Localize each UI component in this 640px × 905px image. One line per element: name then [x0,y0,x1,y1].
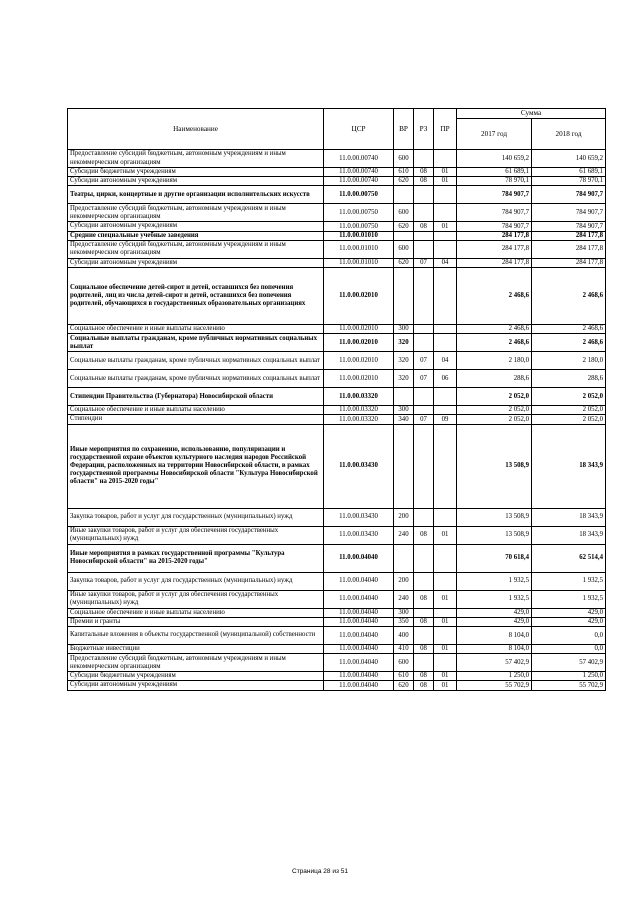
cell-csr: 11.0.00.00750 [324,204,394,222]
header-sum: Сумма [457,109,606,119]
cell-2018: 18 343,9 [532,508,606,526]
cell-pr [434,334,457,352]
cell-2018: 2 052,0 [532,406,606,415]
cell-vr: 600 [394,654,414,672]
cell-2018: 2 468,6 [532,334,606,352]
header-pr: ПР [434,109,457,150]
table-row [68,627,606,645]
cell-2018: 429,0 [532,608,606,617]
cell-name: Закупка товаров, работ и услуг для государственных (муниципальных) нужд [68,508,324,526]
cell-vr: 620 [394,177,414,186]
cell-pr: 01 [434,222,457,231]
cell-csr: 11.0.00.01010 [324,231,394,240]
cell-rz: 08 [414,681,434,690]
table-row [68,617,606,626]
cell-name: Социальные выплаты гражданам, кроме публичных нормативных социальных выплат [68,334,324,352]
cell-pr [434,572,457,590]
cell-2017: 1 250,0 [457,672,532,681]
cell-csr: 11.0.00.04040 [324,590,394,608]
cell-name: Театры, цирки, концертные и другие организации исполнительских искусств [68,186,324,204]
budget-table [67,108,606,691]
cell-rz: 08 [414,590,434,608]
table-row [68,508,606,526]
cell-pr [434,406,457,415]
cell-name: Стипендии [68,415,324,424]
cell-2017: 2 468,6 [457,268,532,325]
cell-csr: 11.0.00.00750 [324,222,394,231]
cell-vr: 200 [394,508,414,526]
cell-2018: 0,0 [532,627,606,645]
cell-rz [414,608,434,617]
header-vr: ВР [394,109,414,150]
cell-vr: 350 [394,617,414,626]
cell-vr [394,544,414,572]
cell-csr: 11.0.00.04040 [324,627,394,645]
table-row [68,645,606,654]
cell-csr: 11.0.00.04040 [324,544,394,572]
cell-rz [414,544,434,572]
table-row [68,590,606,608]
cell-pr: 01 [434,168,457,177]
cell-name: Иные мероприятия по сохранению, использованию, популяризации и государственной охране объектов культурного наследия народов Российской Федерации, расположенных на территории Новосибирской области, в рамках государственной программы Новосибирской области "Культура Новосибирской области" на 2015-2020 годы" [68,424,324,508]
table-row [68,544,606,572]
cell-2017: 2 180,0 [457,352,532,370]
table-row [68,168,606,177]
cell-csr: 11.0.00.01010 [324,240,394,258]
cell-rz: 08 [414,645,434,654]
table-row [68,526,606,544]
cell-2018: 2 052,0 [532,388,606,406]
cell-vr: 620 [394,222,414,231]
cell-2018: 18 343,9 [532,424,606,508]
cell-csr: 11.0.00.00740 [324,150,394,168]
cell-pr [434,231,457,240]
cell-2017: 70 618,4 [457,544,532,572]
cell-vr: 620 [394,258,414,267]
cell-csr: 11.0.00.04040 [324,617,394,626]
cell-2018: 2 468,6 [532,325,606,334]
table-row [68,334,606,352]
cell-rz [414,388,434,406]
cell-name: Премии и гранты [68,617,324,626]
cell-vr [394,424,414,508]
table-row [68,268,606,325]
cell-2018: 784 907,7 [532,222,606,231]
cell-2018: 284 177,8 [532,240,606,258]
table-row [68,370,606,388]
cell-rz [414,424,434,508]
cell-vr: 620 [394,681,414,690]
table-row [68,204,606,222]
cell-vr: 600 [394,204,414,222]
cell-2017: 140 659,2 [457,150,532,168]
header-2017: 2017 год [457,119,532,150]
cell-name: Социальное обеспечение и иные выплаты населению [68,406,324,415]
cell-pr: 04 [434,352,457,370]
cell-csr: 11.0.00.04040 [324,608,394,617]
cell-2017: 284 177,8 [457,240,532,258]
cell-vr: 410 [394,645,414,654]
cell-2017: 13 508,9 [457,424,532,508]
cell-rz [414,654,434,672]
cell-2017: 13 508,9 [457,526,532,544]
cell-name: Предоставление субсидий бюджетным, автономным учреждениям и иным некоммерческим организациям [68,654,324,672]
cell-pr [434,627,457,645]
cell-name: Бюджетные инвестиции [68,645,324,654]
cell-pr: 01 [434,617,457,626]
cell-rz [414,268,434,325]
cell-vr [394,268,414,325]
cell-pr [434,654,457,672]
cell-vr: 320 [394,334,414,352]
cell-vr: 400 [394,627,414,645]
cell-rz [414,508,434,526]
cell-vr: 320 [394,370,414,388]
cell-csr: 11.0.00.01010 [324,258,394,267]
cell-2018: 2 052,0 [532,415,606,424]
cell-vr: 600 [394,240,414,258]
cell-csr: 11.0.00.00740 [324,177,394,186]
cell-name: Социальные выплаты гражданам, кроме публичных нормативных социальных выплат [68,370,324,388]
cell-vr: 600 [394,150,414,168]
cell-2017: 429,0 [457,608,532,617]
cell-csr: 11.0.00.04040 [324,645,394,654]
cell-2018: 55 702,9 [532,681,606,690]
cell-name: Субсидии автономным учреждениям [68,222,324,231]
cell-rz: 07 [414,352,434,370]
table-row [68,325,606,334]
cell-vr: 340 [394,415,414,424]
cell-2018: 61 689,1 [532,168,606,177]
table-row [68,231,606,240]
cell-pr [434,204,457,222]
cell-vr [394,231,414,240]
cell-pr [434,508,457,526]
cell-2017: 2 052,0 [457,415,532,424]
cell-pr: 06 [434,370,457,388]
cell-rz: 07 [414,415,434,424]
cell-csr: 11.0.00.00740 [324,168,394,177]
header-2018: 2018 год [532,119,606,150]
cell-2018: 284 177,8 [532,231,606,240]
cell-rz: 08 [414,222,434,231]
cell-pr [434,325,457,334]
cell-csr: 11.0.00.04040 [324,672,394,681]
cell-pr [434,150,457,168]
cell-rz [414,572,434,590]
cell-pr: 01 [434,672,457,681]
cell-csr: 11.0.00.03320 [324,406,394,415]
table-row [68,222,606,231]
cell-vr: 300 [394,608,414,617]
cell-name: Иные закупки товаров, работ и услуг для обеспечения государственных (муниципальных) нужд [68,526,324,544]
cell-csr: 11.0.00.03430 [324,508,394,526]
table-row [68,672,606,681]
cell-2018: 1 250,0 [532,672,606,681]
cell-vr: 610 [394,672,414,681]
cell-2018: 1 932,5 [532,572,606,590]
cell-rz [414,150,434,168]
table-row [68,424,606,508]
cell-csr: 11.0.00.03430 [324,526,394,544]
cell-2017: 784 907,7 [457,222,532,231]
cell-2018: 429,0 [532,617,606,626]
cell-2018: 2 180,0 [532,352,606,370]
cell-csr: 11.0.00.03430 [324,424,394,508]
cell-rz [414,627,434,645]
cell-2017: 13 508,9 [457,508,532,526]
cell-name: Иные мероприятия в рамках государственной программы "Культура Новосибирской области" на 2015-2020 годы" [68,544,324,572]
cell-rz: 08 [414,526,434,544]
cell-pr: 04 [434,258,457,267]
header-csr: ЦСР [324,109,394,150]
cell-vr: 240 [394,526,414,544]
cell-rz: 07 [414,370,434,388]
cell-vr: 300 [394,406,414,415]
cell-name: Закупка товаров, работ и услуг для государственных (муниципальных) нужд [68,572,324,590]
table-row [68,572,606,590]
cell-name: Предоставление субсидий бюджетным, автономным учреждениям и иным некоммерческим организациям [68,204,324,222]
page-footer: Страница 28 из 51 [292,868,348,875]
cell-2018: 57 402,9 [532,654,606,672]
cell-csr: 11.0.00.02010 [324,352,394,370]
table-row [68,150,606,168]
cell-pr: 01 [434,526,457,544]
cell-2017: 8 104,0 [457,645,532,654]
cell-name: Предоставление субсидий бюджетным, автономным учреждениям и иным некоммерческим организациям [68,150,324,168]
cell-2017: 78 970,1 [457,177,532,186]
cell-pr [434,544,457,572]
cell-pr [434,186,457,204]
cell-pr: 01 [434,177,457,186]
cell-2018: 284 177,8 [532,258,606,267]
cell-2018: 62 514,4 [532,544,606,572]
cell-pr: 01 [434,645,457,654]
cell-rz [414,231,434,240]
cell-name: Субсидии автономным учреждениям [68,258,324,267]
table-row [68,177,606,186]
cell-rz [414,325,434,334]
cell-csr: 11.0.00.02010 [324,268,394,325]
cell-2018: 784 907,7 [532,186,606,204]
table-row [68,415,606,424]
cell-name: Средние специальные учебные заведения [68,231,324,240]
table-row [68,388,606,406]
cell-rz [414,186,434,204]
cell-2017: 2 052,0 [457,406,532,415]
cell-2017: 8 104,0 [457,627,532,645]
cell-name: Социальное обеспечение детей-сирот и детей, оставшихся без попечения родителей, лиц из числа детей-сирот и детей, оставшихся без попечения родителей, обучающихся в государственных образовательных организациях [68,268,324,325]
cell-rz: 08 [414,168,434,177]
table-row [68,654,606,672]
table-body [68,150,606,691]
cell-name: Социальное обеспечение и иные выплаты населению [68,325,324,334]
cell-2017: 2 468,6 [457,334,532,352]
table-row [68,406,606,415]
cell-2018: 18 343,9 [532,526,606,544]
cell-rz: 08 [414,672,434,681]
cell-pr [434,240,457,258]
cell-csr: 11.0.00.02010 [324,325,394,334]
table-row [68,608,606,617]
cell-vr [394,388,414,406]
cell-name: Предоставление субсидий бюджетным, автономным учреждениям и иным некоммерческим организациям [68,240,324,258]
table-row [68,258,606,267]
table-row [68,352,606,370]
cell-vr: 300 [394,325,414,334]
cell-2018: 1 932,5 [532,590,606,608]
table-row [68,240,606,258]
cell-vr: 320 [394,352,414,370]
cell-name: Стипендии Правительства (Губернатора) Новосибирской области [68,388,324,406]
cell-2017: 284 177,8 [457,258,532,267]
cell-pr [434,388,457,406]
cell-pr [434,268,457,325]
cell-csr: 11.0.00.02010 [324,370,394,388]
cell-name: Субсидии бюджетным учреждениям [68,168,324,177]
cell-csr: 11.0.00.04040 [324,572,394,590]
cell-name: Капитальные вложения в объекты государственной (муниципальной) собственности [68,627,324,645]
header-rz: РЗ [414,109,434,150]
cell-2017: 288,6 [457,370,532,388]
cell-2018: 0,0 [532,645,606,654]
header-name: Наименование [68,109,324,150]
table-row [68,186,606,204]
cell-rz: 07 [414,258,434,267]
cell-2017: 2 052,0 [457,388,532,406]
cell-pr: 09 [434,415,457,424]
cell-2017: 55 702,9 [457,681,532,690]
cell-2018: 78 970,1 [532,177,606,186]
cell-2018: 140 659,2 [532,150,606,168]
cell-vr: 240 [394,590,414,608]
cell-pr [434,608,457,617]
cell-2018: 784 907,7 [532,204,606,222]
cell-2017: 57 402,9 [457,654,532,672]
cell-2017: 1 932,5 [457,590,532,608]
cell-rz [414,406,434,415]
cell-csr: 11.0.00.04040 [324,681,394,690]
cell-2017: 61 689,1 [457,168,532,177]
cell-pr [434,424,457,508]
cell-rz [414,240,434,258]
cell-name: Иные закупки товаров, работ и услуг для обеспечения государственных (муниципальных) нужд [68,590,324,608]
cell-csr: 11.0.00.03320 [324,388,394,406]
cell-2017: 429,0 [457,617,532,626]
cell-vr [394,186,414,204]
cell-csr: 11.0.00.04040 [324,654,394,672]
cell-vr: 610 [394,168,414,177]
cell-rz: 08 [414,177,434,186]
cell-name: Субсидии бюджетным учреждениям [68,672,324,681]
cell-2017: 284 177,8 [457,231,532,240]
cell-name: Субсидии автономным учреждениям [68,681,324,690]
cell-name: Социальные выплаты гражданам, кроме публичных нормативных социальных выплат [68,352,324,370]
cell-2017: 2 468,6 [457,325,532,334]
cell-vr: 200 [394,572,414,590]
cell-pr: 01 [434,681,457,690]
cell-csr: 11.0.00.02010 [324,334,394,352]
cell-name: Социальное обеспечение и иные выплаты населению [68,608,324,617]
cell-2018: 2 468,6 [532,268,606,325]
cell-rz [414,334,434,352]
cell-csr: 11.0.00.00750 [324,186,394,204]
cell-2017: 784 907,7 [457,186,532,204]
cell-csr: 11.0.00.03320 [324,415,394,424]
cell-2017: 1 932,5 [457,572,532,590]
cell-2018: 288,6 [532,370,606,388]
cell-name: Субсидии автономным учреждениям [68,177,324,186]
cell-2017: 784 907,7 [457,204,532,222]
cell-rz [414,204,434,222]
cell-pr: 01 [434,590,457,608]
table-row [68,681,606,690]
cell-rz: 08 [414,617,434,626]
